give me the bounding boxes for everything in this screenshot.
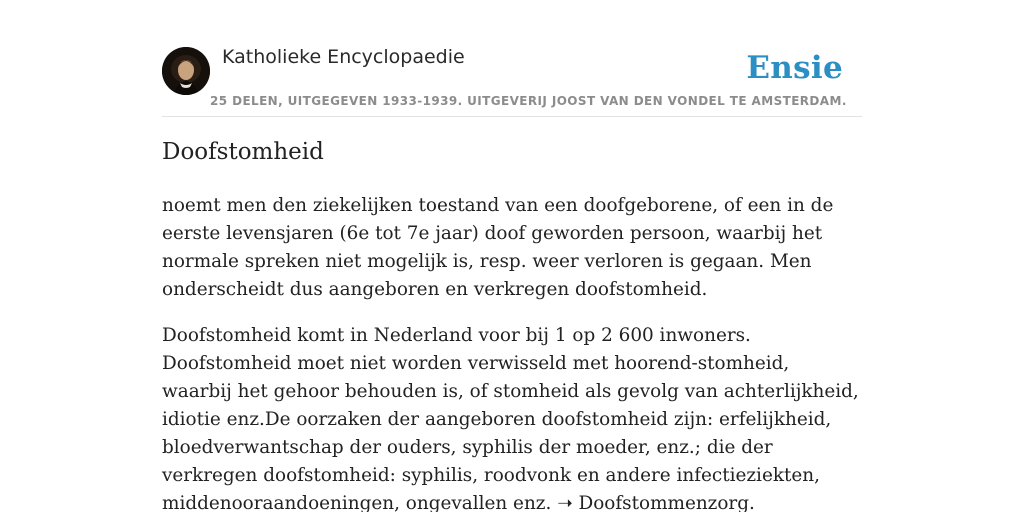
entry-paragraph-text: Doofstomheid komt in Nederland voor bij 1 op 2 600 inwoners. Doofstomheid moet niet worden verwisseld met hoorend-stomheid, waarbij het gehoor behouden is, of stomheid als gevolg van achterlijkheid, idiotie enz.De oorzaken der aangeboren doofstomheid zijn: erfelijkheid, bloedverwantschap der ouders, syphilis der moeder, enz.; die der verkregen doofstomheid: syphilis, roodvonk en andere infectieziekten, middenooraandoeningen, ongevallen enz.: [162, 325, 859, 512]
entry-paragraph: noemt men den ziekelijken toestand van een doofgeborene, of een in de eerste levensjaren (6e tot 7e jaar) doof geworden persoon, waarbij het normale spreken niet mogelijk is, resp. weer verloren is gegaan. Men onderscheidt dus aangeboren en verkregen doofstomheid.: [162, 195, 834, 300]
ensie-logo-link[interactable]: Ensie: [746, 50, 843, 86]
source-subtitle: 25 DELEN, UITGEGEVEN 1933-1939. UITGEVERIJ JOOST VAN DEN VONDEL TE AMSTERDAM.: [210, 94, 847, 108]
source-title[interactable]: Katholieke Encyclopaedie: [222, 46, 465, 68]
entry-body: [162, 192, 862, 512]
portrait-avatar[interactable]: [162, 47, 210, 95]
entry-paragraph: [162, 322, 862, 512]
cross-reference-label: Doofstommenzorg.: [578, 493, 755, 512]
entry-title: Doofstomheid: [162, 139, 324, 165]
cross-reference-link[interactable]: [557, 493, 755, 512]
arrow-right-icon: ➝: [557, 493, 573, 512]
portrait-icon: [162, 47, 210, 95]
source-header: [162, 40, 862, 117]
